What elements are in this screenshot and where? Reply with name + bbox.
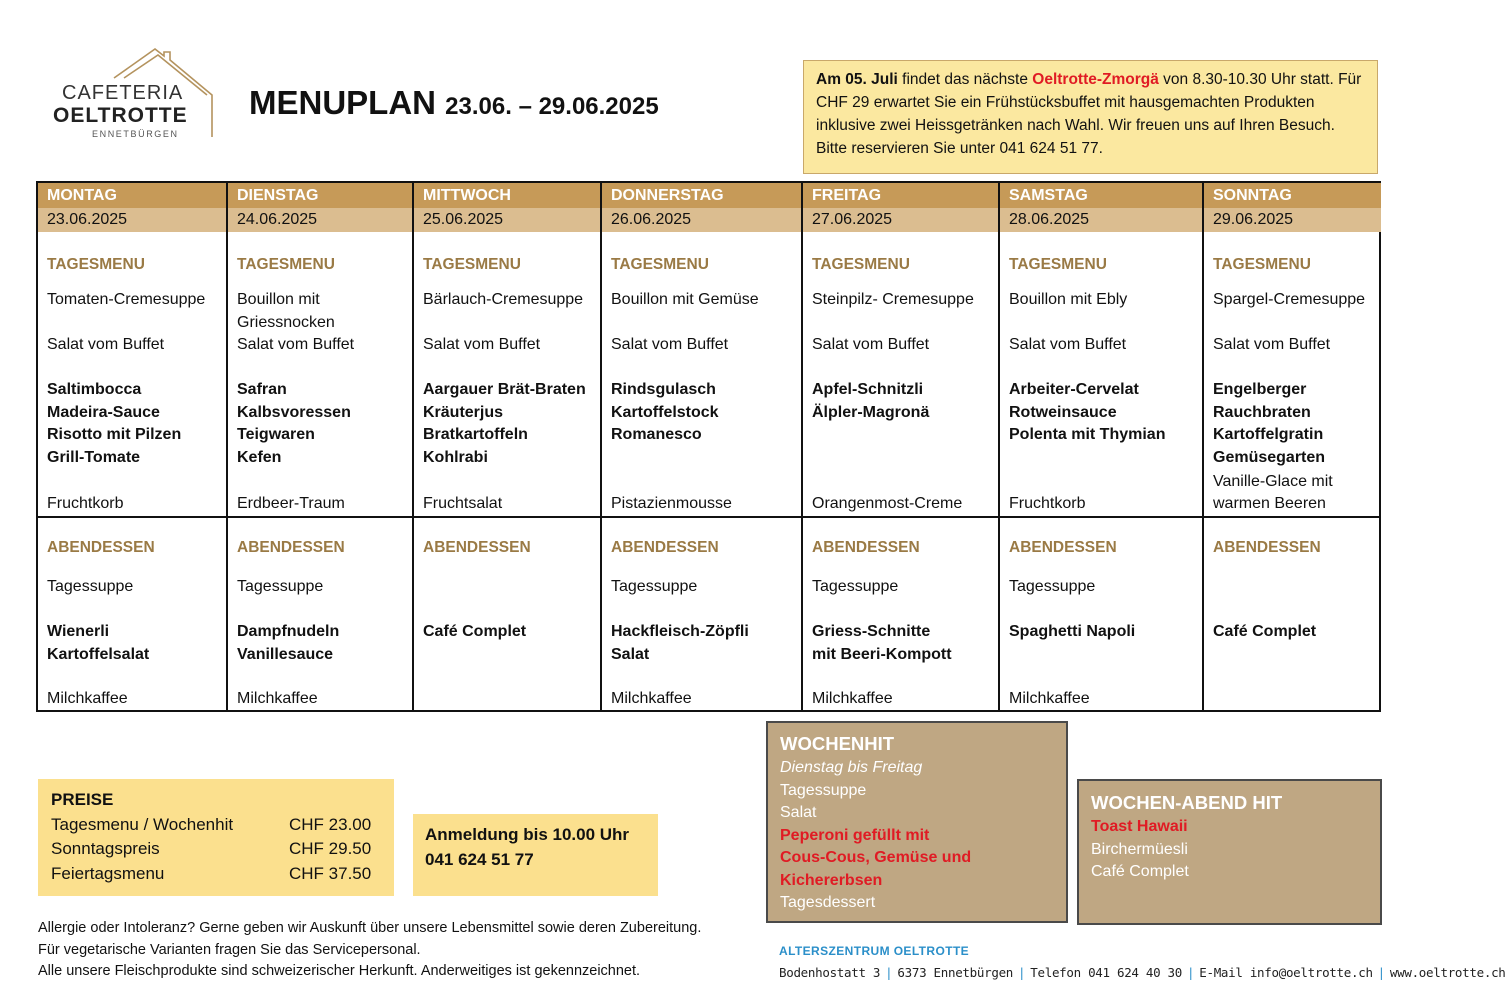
page-title bbox=[249, 84, 659, 122]
day-date: 29.06.2025 bbox=[1204, 208, 1381, 232]
address-website[interactable]: www.oeltrotte.ch bbox=[1389, 965, 1506, 980]
dinner-soup: Tagessuppe bbox=[611, 578, 698, 595]
abendhit-item: Café Complet bbox=[1091, 863, 1189, 880]
footer-line: Für vegetarische Varianten fragen Sie das Servicepersonal. bbox=[38, 941, 421, 958]
lunch-dessert: Fruchtkorb bbox=[47, 495, 124, 512]
zmorga-notice bbox=[803, 60, 1378, 174]
day-header: DIENSTAG bbox=[228, 183, 412, 208]
notice-text: von 8.30-10.30 Uhr statt. Für CHF 29 erwartet Sie ein Frühstücksbuffet mit hausgemachten Produkten inklusive zwei Heissgetränken nach Wahl. Wir freuen uns auf Ihren Besuch. Bitte reservieren Sie unter 041 624 51 77. bbox=[816, 71, 1362, 157]
dinner-section-label: ABENDESSEN bbox=[237, 539, 345, 556]
lunch-salad: Salat vom Buffet bbox=[1213, 336, 1331, 353]
abendhit-heading: WOCHEN-ABEND HIT bbox=[1091, 792, 1283, 813]
lunch-salad: Salat vom Buffet bbox=[47, 336, 165, 353]
price-label: Tagesmenu / Wochenhit bbox=[51, 814, 234, 834]
day-header: SAMSTAG bbox=[1000, 183, 1202, 208]
abendhit-box bbox=[1077, 779, 1382, 925]
dinner-section-label: ABENDESSEN bbox=[1009, 539, 1117, 556]
logo-line-1: CAFETERIA bbox=[62, 82, 184, 104]
dinner-main-course: Wienerli Kartoffelsalat bbox=[47, 623, 150, 663]
separator: | bbox=[1187, 965, 1195, 980]
prices-box bbox=[38, 779, 394, 896]
dinner-main-course: Griess-Schnitte mit Beeri-Kompott bbox=[812, 623, 952, 663]
dinner-soup: Tagessuppe bbox=[47, 578, 134, 595]
wochenhit-subtitle: Dienstag bis Freitag bbox=[780, 759, 923, 776]
wochenhit-heading: WOCHENHIT bbox=[780, 733, 895, 754]
lunch-dessert: Vanille-Glace mit warmen Beeren bbox=[1213, 472, 1333, 512]
price-row bbox=[51, 862, 381, 887]
lunch-soup: Bouillon mit Gemüse bbox=[611, 291, 759, 308]
abendhit-special: Toast Hawaii bbox=[1091, 818, 1188, 835]
day-date: 26.06.2025 bbox=[602, 208, 801, 232]
lunch-section-label: TAGESMENU bbox=[1213, 256, 1311, 273]
footer-line: Allergie oder Intoleranz? Gerne geben wir Auskunft über unsere Lebensmittel sowie deren Zubereitung. bbox=[38, 920, 702, 936]
address-street: Bodenhostatt 3 bbox=[779, 965, 881, 980]
organization-name: ALTERSZENTRUM OELTROTTE bbox=[779, 944, 970, 958]
lunch-soup: Bärlauch-Cremesuppe bbox=[423, 291, 584, 308]
footer-line: Alle unsere Fleischprodukte sind schweizerischer Herkunft. Anderweitiges ist gekennzeichnet. bbox=[38, 963, 641, 979]
lunch-section-label: TAGESMENU bbox=[237, 256, 335, 273]
day-date: 28.06.2025 bbox=[1000, 208, 1202, 232]
wochenhit-special: Cous-Cous, Gemüse und bbox=[780, 849, 972, 866]
price-value: CHF 23.00 bbox=[289, 814, 372, 834]
price-row bbox=[51, 837, 381, 862]
wochenhit-item: Salat bbox=[780, 804, 817, 821]
lunch-dessert: Pistazienmousse bbox=[611, 495, 732, 512]
day-header: MITTWOCH bbox=[414, 183, 600, 208]
notice-date: Am 05. Juli bbox=[816, 71, 898, 88]
lunch-main-course: Aargauer Brät-Braten Kräuterjus Bratkartoffeln Kohlrabi bbox=[423, 381, 586, 466]
notice-pre: findet das nächste bbox=[897, 71, 1033, 88]
lunch-main-course: Safran Kalbsvoressen Teigwaren Kefen bbox=[237, 381, 351, 466]
abendhit-item: Birchermüesli bbox=[1091, 840, 1188, 858]
dinner-section-label: ABENDESSEN bbox=[812, 539, 920, 556]
price-value: CHF 37.50 bbox=[289, 863, 372, 883]
dinner-main-course: Spaghetti Napoli bbox=[1009, 623, 1136, 640]
dinner-main-course: Dampfnudeln Vanillesauce bbox=[237, 623, 340, 663]
separator: | bbox=[1018, 965, 1026, 980]
lunch-soup: Bouillon mit Ebly bbox=[1009, 291, 1128, 308]
dinner-drink: Milchkaffee bbox=[611, 690, 692, 707]
allergy-note bbox=[38, 918, 701, 983]
dinner-main-course: Café Complet bbox=[423, 623, 527, 640]
lunch-dessert: Erdbeer-Traum bbox=[237, 495, 345, 512]
logo-line-2: OELTROTTE bbox=[53, 104, 188, 127]
day-column-donnerstag bbox=[602, 183, 803, 710]
title-date-range: 23.06. – 29.06.2025 bbox=[445, 93, 659, 120]
day-column-sonntag bbox=[1204, 183, 1381, 710]
dinner-section-label: ABENDESSEN bbox=[1213, 539, 1321, 556]
lunch-main-course: Saltimbocca Madeira-Sauce Risotto mit Pilzen Grill-Tomate bbox=[47, 381, 182, 466]
day-header: MONTAG bbox=[38, 183, 226, 208]
title-main: MENUPLAN bbox=[249, 84, 436, 121]
price-label: Feiertagsmenu bbox=[51, 863, 165, 883]
dinner-drink: Milchkaffee bbox=[237, 690, 318, 707]
dinner-soup: Tagessuppe bbox=[237, 578, 324, 595]
day-column-samstag bbox=[1000, 183, 1204, 710]
address-line bbox=[779, 965, 1506, 980]
lunch-section-label: TAGESMENU bbox=[423, 256, 521, 273]
lunch-soup: Steinpilz- Cremesuppe bbox=[812, 291, 974, 308]
day-header: DONNERSTAG bbox=[602, 183, 801, 208]
lunch-soup: Bouillon mit Griessnocken bbox=[237, 291, 335, 331]
day-date: 24.06.2025 bbox=[228, 208, 412, 232]
lunch-main-course: Rindsgulasch Kartoffelstock Romanesco bbox=[611, 381, 719, 443]
dinner-section-label: ABENDESSEN bbox=[423, 539, 531, 556]
address-phone: Telefon 041 624 40 30 bbox=[1030, 965, 1183, 980]
address-email[interactable]: E-Mail info@oeltrotte.ch bbox=[1199, 965, 1373, 980]
dinner-soup: Tagessuppe bbox=[1009, 578, 1096, 595]
dinner-drink: Milchkaffee bbox=[1009, 690, 1090, 707]
address-city: 6373 Ennetbürgen bbox=[897, 965, 1014, 980]
price-row bbox=[51, 813, 381, 838]
lunch-section-label: TAGESMENU bbox=[47, 256, 145, 273]
day-header: SONNTAG bbox=[1204, 183, 1381, 208]
lunch-main-course: Arbeiter-Cervelat Rotweinsauce Polenta mit Thymian bbox=[1009, 381, 1166, 443]
dinner-soup: Tagessuppe bbox=[812, 578, 899, 595]
wochenhit-dessert: Tagesdessert bbox=[780, 894, 876, 911]
lunch-soup: Tomaten-Cremesuppe bbox=[47, 291, 206, 308]
day-date: 23.06.2025 bbox=[38, 208, 226, 232]
day-date: 25.06.2025 bbox=[414, 208, 600, 232]
wochenhit-special: Peperoni gefüllt mit bbox=[780, 826, 930, 844]
day-column-freitag bbox=[803, 183, 1000, 710]
registration-phone: 041 624 51 77 bbox=[425, 850, 534, 869]
lunch-dessert: Orangenmost-Creme bbox=[812, 495, 963, 512]
lunch-section-label: TAGESMENU bbox=[1009, 256, 1107, 273]
lunch-main-course: Engelberger Rauchbraten Kartoffelgratin Gemüsegarten bbox=[1213, 381, 1326, 466]
lunch-salad: Salat vom Buffet bbox=[1009, 336, 1127, 353]
day-header: FREITAG bbox=[803, 183, 998, 208]
cafeteria-logo bbox=[52, 40, 222, 140]
dinner-section-label: ABENDESSEN bbox=[611, 539, 719, 556]
wochenhit-box bbox=[766, 721, 1068, 923]
prices-heading: PREISE bbox=[51, 790, 114, 809]
weekly-menu-table bbox=[36, 181, 1381, 712]
day-column-montag bbox=[38, 183, 228, 710]
lunch-section-label: TAGESMENU bbox=[812, 256, 910, 273]
dinner-drink: Milchkaffee bbox=[812, 690, 893, 707]
logo-line-3: ENNETBÜRGEN bbox=[92, 129, 179, 139]
lunch-dessert: Fruchtsalat bbox=[423, 495, 503, 512]
notice-event: Oeltrotte-Zmorgä bbox=[1032, 71, 1159, 88]
price-value: CHF 29.50 bbox=[289, 839, 372, 858]
lunch-dessert: Fruchtkorb bbox=[1009, 495, 1086, 512]
price-label: Sonntagspreis bbox=[51, 839, 160, 858]
wochenhit-item: Tagessuppe bbox=[780, 781, 867, 799]
registration-deadline: Anmeldung bis 10.00 Uhr bbox=[425, 825, 630, 844]
lunch-soup: Spargel-Cremesuppe bbox=[1213, 291, 1366, 308]
separator: | bbox=[1377, 965, 1385, 980]
wochenhit-special: Kichererbsen bbox=[780, 871, 883, 889]
dinner-main-course: Hackfleisch-Zöpfli Salat bbox=[611, 623, 749, 663]
day-date: 27.06.2025 bbox=[803, 208, 998, 232]
lunch-salad: Salat vom Buffet bbox=[812, 336, 930, 353]
dinner-section-label: ABENDESSEN bbox=[47, 539, 155, 556]
lunch-salad: Salat vom Buffet bbox=[423, 336, 541, 353]
separator: | bbox=[885, 965, 893, 980]
lunch-salad: Salat vom Buffet bbox=[611, 336, 729, 353]
day-column-dienstag bbox=[228, 183, 414, 710]
dinner-drink: Milchkaffee bbox=[47, 690, 128, 707]
lunch-section-label: TAGESMENU bbox=[611, 256, 709, 273]
registration-box bbox=[413, 814, 658, 896]
dinner-main-course: Café Complet bbox=[1213, 623, 1317, 640]
lunch-main-course: Apfel-Schnitzli Älpler-Magronä bbox=[812, 381, 930, 421]
lunch-salad: Salat vom Buffet bbox=[237, 336, 355, 353]
day-column-mittwoch bbox=[414, 183, 602, 710]
